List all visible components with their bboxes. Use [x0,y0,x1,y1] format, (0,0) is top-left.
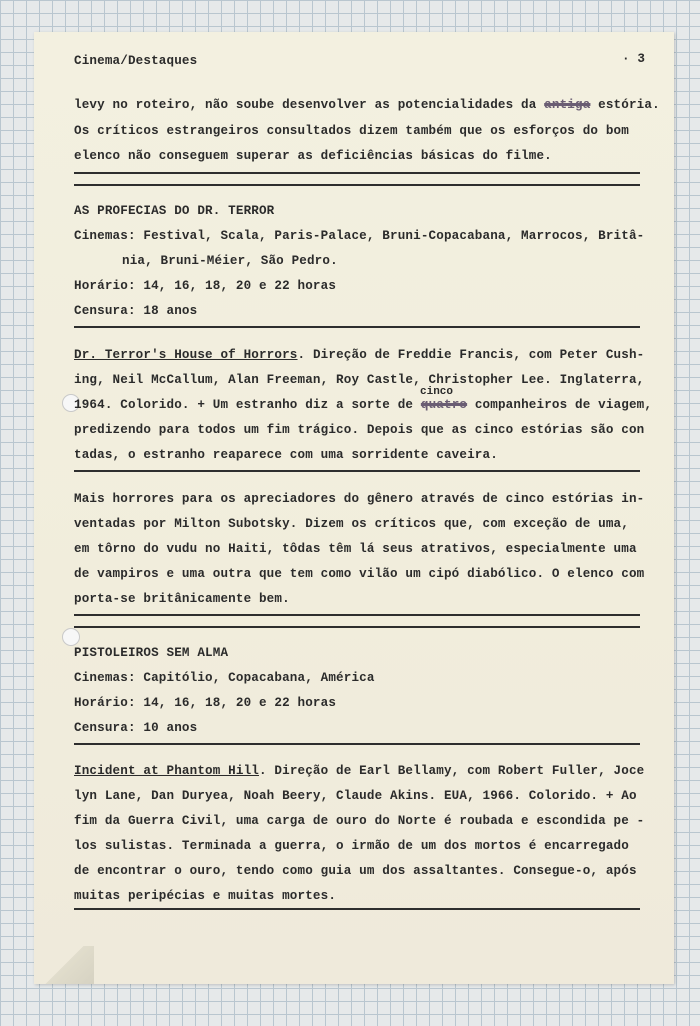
film2-synopsis-3: fim da Guerra Civil, uma carga de ouro do Norte é roubada e escondida pe - [74,814,645,828]
film1-review-3: em tôrno do vudu no Haiti, tôdas têm lá seus atrativos, especialmente uma [74,542,637,556]
film1-review-2: ventadas por Milton Subotsky. Dizem os críticos que, com exceção de uma, [74,517,629,531]
divider [74,908,640,910]
divider [74,743,640,745]
divider [74,614,640,616]
struck-word: quatro [420,398,468,412]
divider [74,172,640,174]
film2-synopsis-6: muitas peripécias e muitas mortes. [74,889,337,903]
intro-line-1-end: estória. [598,98,660,112]
section-header: Cinema/Destaques [74,54,198,68]
film1-horario: Horário: 14, 16, 18, 20 e 22 horas [74,279,337,293]
film1-synopsis-5: tadas, o estranho reaparece com uma sorridente caveira. [74,448,498,462]
intro-line-1 [74,98,660,112]
film2-title: PISTOLEIROS SEM ALMA [74,646,229,660]
film1-synopsis-1 [74,348,644,362]
film1-title: AS PROFECIAS DO DR. TERROR [74,204,275,218]
divider [74,626,640,628]
film1-review-1: Mais horrores para os apreciadores do gênero através de cinco estórias in- [74,492,645,506]
film1-synopsis-1-text: . Direção de Freddie Francis, com Peter Cush- [297,348,645,362]
typewritten-page [34,32,674,984]
film2-synopsis-1-text: . Direção de Earl Bellamy, com Robert Fuller, Joce [258,764,645,778]
struck-word: antiga [544,98,591,112]
film1-synopsis-2: ing, Neil McCallum, Alan Freeman, Roy Castle, Christopher Lee. Inglaterra, [74,373,645,387]
film2-synopsis-5: de encontrar o ouro, tendo como guia um dos assaltantes. Consegue-o, após [74,864,637,878]
film1-cinemas-1: Cinemas: Festival, Scala, Paris-Palace, Bruni-Copacabana, Marrocos, Britâ- [74,229,645,243]
page-number-value: 3 [637,52,646,66]
film2-synopsis-2: lyn Lane, Dan Duryea, Noah Beery, Claude Akins. EUA, 1966. Colorido. + Ao [74,789,637,803]
divider [74,184,640,186]
film2-synopsis-4: los sulistas. Terminada a guerra, o irmão de um dos mortos é encarregado [74,839,629,853]
film2-original-title: Incident at Phantom Hill [74,764,259,778]
intro-line-3: elenco não conseguem superar as deficiências básicas do filme. [74,149,552,163]
handwritten-insert: cinco [420,386,454,398]
film1-synopsis-4: predizendo para todos um fim trágico. Depois que as cinco estórias são con [74,423,645,437]
punch-hole [62,628,80,646]
film1-review-5: porta-se britânicamente bem. [74,592,290,606]
divider [74,470,640,472]
film1-original-title: Dr. Terror's House of Horrors [74,348,298,362]
intro-line-2: Os críticos estrangeiros consultados dizem também que os esforços do bom [74,124,629,138]
page-number: · 3 [622,52,646,66]
film1-synopsis-3 [74,398,652,412]
film2-censura: Censura: 10 anos [74,721,198,735]
film1-synopsis-3-end: companheiros de viagem, [474,398,653,412]
intro-line-1-text: levy no roteiro, não soube desenvolver as potencialidades da [74,98,537,112]
film1-cinemas-2: nia, Bruni-Méier, São Pedro. [122,254,338,268]
film1-synopsis-3-text: 1964. Colorido. + Um estranho diz a sorte de [74,398,414,412]
film2-synopsis-1 [74,764,644,778]
film2-cinemas: Cinemas: Capitólio, Copacabana, América [74,671,375,685]
film1-censura: Censura: 18 anos [74,304,198,318]
film2-horario: Horário: 14, 16, 18, 20 e 22 horas [74,696,337,710]
film1-review-4: de vampiros e uma outra que tem como vilão um cipó diabólico. O elenco com [74,567,645,581]
folded-corner [34,946,94,984]
divider [74,326,640,328]
